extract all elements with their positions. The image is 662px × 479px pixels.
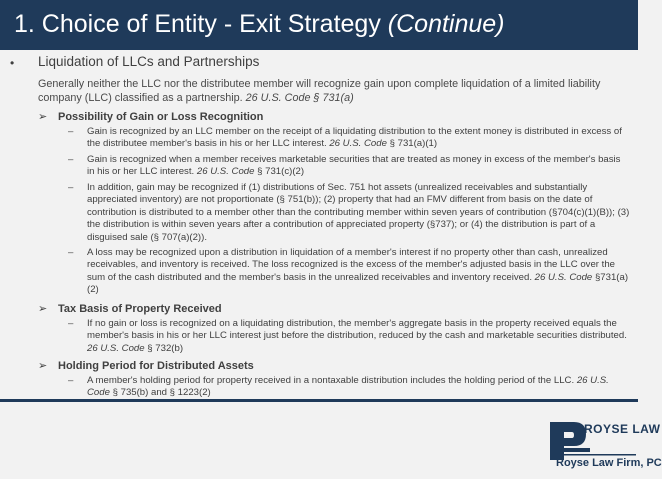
- slide-title-main: 1. Choice of Entity - Exit Strategy: [14, 10, 388, 38]
- subsection-heading-tax-basis: [38, 302, 222, 315]
- item-cite: 26 U.S. Code: [196, 166, 255, 178]
- item-text: If no gain or loss is recognized on a liquidating distribution, the member's aggregate basis in the property received equals the member's basis in his or her LLC interest just before the distribution, reduced by the cash and marketable securities distributed.: [87, 318, 627, 342]
- intro-paragraph: [38, 77, 628, 105]
- dash-marker: –: [68, 126, 74, 137]
- dash-marker: –: [68, 247, 74, 258]
- item-text: In addition, gain may be recognized if (1) distributions of Sec. 751 hot assets (unrealized receivables and substantially appreciated inventory) are not proportionate (§ 751(b)); (2) property that had an FMV different from basis on the date of contribution is distributed to a member other than the contributing member within seven years of contribution (§704(c)(1)(B)); (3) the distribution is within seven years after a contribution of appreciated property (§737); or (4) the distribution is part of a disguised sale (§ 707(a)(2)).: [87, 182, 630, 243]
- subsection-heading-label: Possibility of Gain or Loss Recognition: [58, 111, 264, 123]
- intro-text: Generally neither the LLC nor the distributee member will recognize gain upon complete liquidation of a limited liability company (LLC) classified as a partnership.: [38, 78, 601, 104]
- item-cite: 26 U.S. Code: [87, 342, 145, 354]
- slide-title-italic: (Continue): [387, 10, 505, 38]
- list-item: [68, 126, 630, 151]
- firm-name-text: Royse Law Firm, PC: [556, 457, 662, 469]
- title-bar: [0, 0, 638, 50]
- item-tail: § 731(c)(2): [254, 166, 305, 178]
- logo-brand-text: ROYSE LAW: [584, 422, 661, 436]
- subsection-heading-gain-loss: [38, 110, 263, 123]
- arrow-marker-icon: ➢: [38, 303, 48, 315]
- dash-marker: –: [68, 318, 74, 329]
- arrow-marker-icon: ➢: [38, 111, 48, 123]
- item-cite: 26 U.S. Code: [329, 138, 387, 150]
- slide-content: [0, 52, 638, 397]
- item-tail: § 732(b): [144, 342, 184, 354]
- list-item: [68, 318, 630, 355]
- list-item: [68, 375, 630, 400]
- list-item: [68, 247, 630, 297]
- item-text: A member's holding period for property received in a nontaxable distribution includes the holding period of the LLC.: [87, 375, 575, 386]
- dash-marker: –: [68, 182, 74, 193]
- dash-marker: –: [68, 154, 74, 165]
- item-text: Gain is recognized when a member receives marketable securities that are treated as money in excess of the member's basis in his or her LLC interest.: [87, 154, 621, 178]
- subsection-heading-label: Tax Basis of Property Received: [58, 303, 222, 315]
- subsection-heading-label: Holding Period for Distributed Assets: [58, 360, 254, 372]
- arrow-marker-icon: ➢: [38, 360, 48, 372]
- dash-marker: –: [68, 375, 74, 386]
- item-tail: § 731(a)(1): [386, 138, 438, 150]
- intro-cite: 26 U.S. Code § 731(a): [245, 92, 354, 104]
- list-item: [68, 182, 630, 244]
- list-item: [68, 154, 630, 179]
- item-tail: § 735(b) and § 1223(2): [109, 387, 211, 399]
- section-heading: Liquidation of LLCs and Partnerships: [38, 54, 260, 69]
- footer-divider: [0, 399, 638, 402]
- item-cite: 26 U.S. Code: [87, 375, 609, 399]
- bullet-dot: •: [10, 56, 15, 70]
- item-cite: 26 U.S. Code: [534, 271, 593, 283]
- slide-title: [14, 5, 505, 43]
- item-text: Gain is recognized by an LLC member on the receipt of a liquidating distribution to the extent money is distributed in excess of the distributee member's basis in his or her LLC interest.: [87, 126, 622, 150]
- subsection-heading-holding-period: [38, 359, 254, 372]
- item-text: A loss may be recognized upon a distribution in liquidation of a member's interest if no property other than cash, unrealized receivables, and inventory is received. The loss recognized is the excess of the member's adjusted basis in the LLC over the sum of the cash distributed and the member's basis in the unrealized receivables and inventory received.: [87, 247, 615, 283]
- item-tail: §731(a)(2): [87, 271, 629, 296]
